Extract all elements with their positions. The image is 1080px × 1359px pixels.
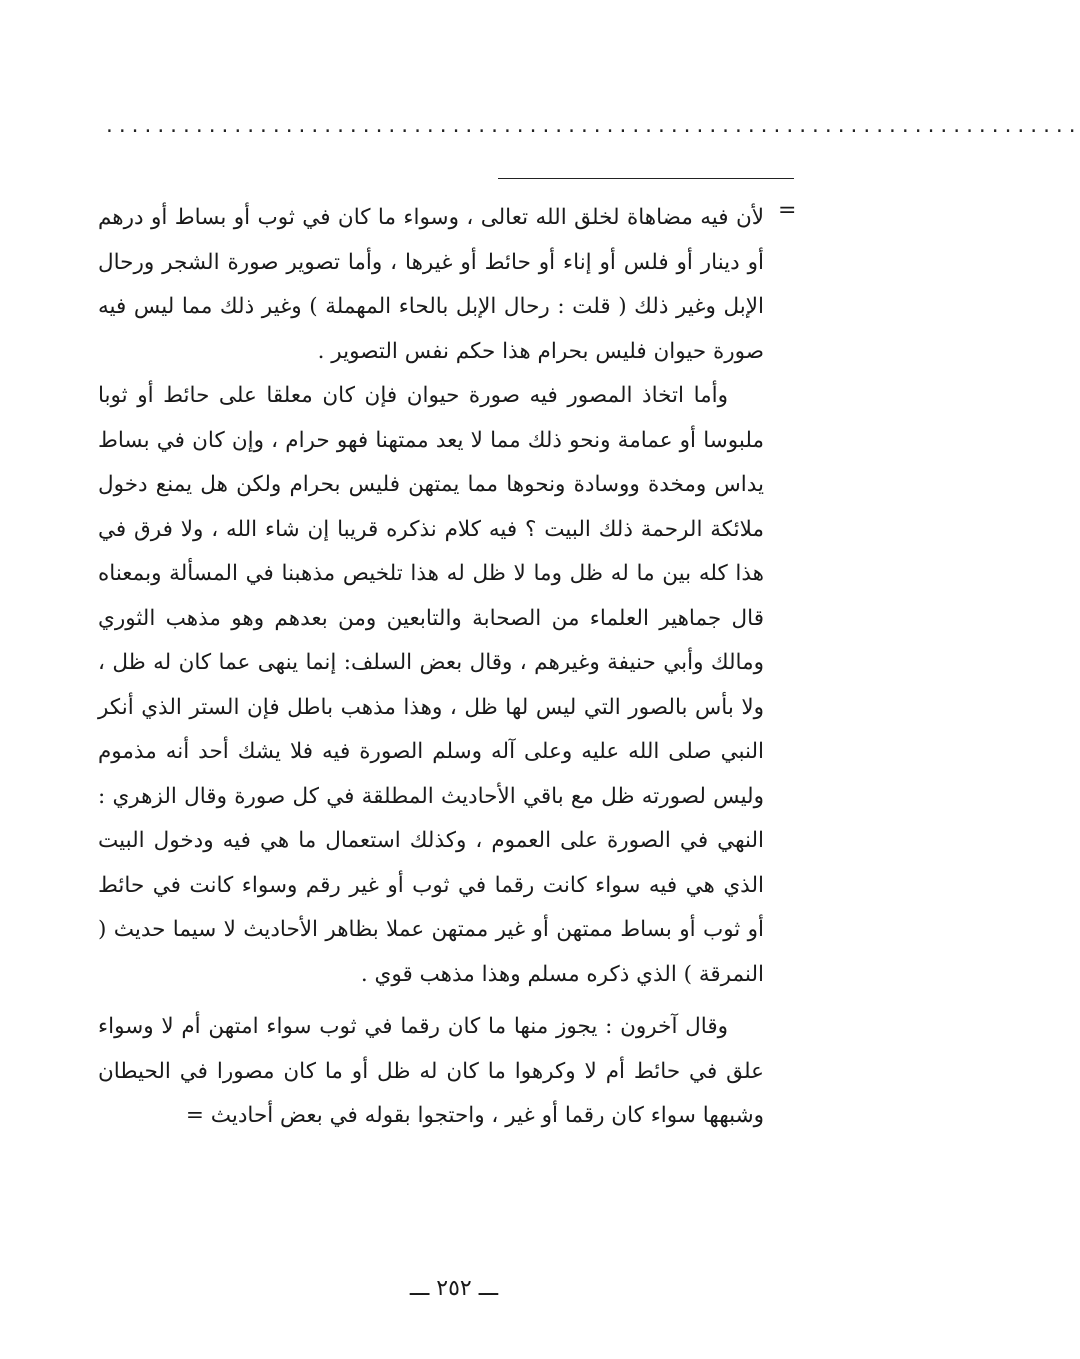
footnote-body [98, 196, 764, 1139]
paragraph-3: وقال آخرون : يجوز منها ما كان رقما في ثوب سواء امتهن أم لا وسواء علق في حائط أم لا وكرهوا ما كان له ظل أو ما كان مصورا في الحيطان وشبهها سواء كان رقما أو غير ، واحتجوا بقوله في بعض أحاديث = [98, 1014, 764, 1128]
paragraph-2: وأما اتخاذ المصور فيه صورة حيوان فإن كان معلقا على حائط أو ثوبا ملبوسا أو عمامة ونحو ذلك مما لا يعد ممتهنا فهو حرام ، وإن كان في بساط يداس ومخدة ووسادة ونحوها مما يمتهن فليس بحرام ولكن هل يمنع دخول ملائكة الرحمة ذلك البيت ؟ فيه كلام نذكره قريبا إن شاء الله ، ولا فرق في هذا كله بين ما له ظل وما لا ظل له هذا تلخيص مذهبنا في المسألة وبمعناه قال جماهير العلماء من الصحابة والتابعين ومن بعدهم وهو مذهب الثوري ومالك وأبي حنيفة وغيرهم ، وقال بعض السلف: إنما ينهى عما كان له ظل ، ولا بأس بالصور التي ليس لها ظل ، وهذا مذهب باطل فإن الستر الذي أنكر النبي صلى الله عليه وعلى آله وسلم الصورة فيه فلا يشك أحد أنه مذموم وليس لصورته ظل مع باقي الأحاديث المطلقة في كل صورة وقال الزهري : النهي في الصورة على العموم ، وكذلك استعمال ما هي فيه ودخول البيت الذي هي فيه سواء كانت رقما في ثوب أو غير رقم وسواء كانت في حائط أو ثوب أو بساط ممتهن أو غير ممتهن عملا بظاهر الأحاديث لا سيما حديث ( النمرقة ) الذي ذكره مسلم وهذا مذهب قوي . [98, 383, 764, 987]
continuation-mark: = [778, 198, 797, 223]
footnote-rule [498, 178, 794, 179]
paragraph-1: لأن فيه مضاهاة لخلق الله تعالى ، وسواء ما كان في ثوب أو بساط أو درهم أو دينار أو فلس أو إناء أو حائط أو غيرها ، وأما تصوير صورة الشجر ورحال الإبل وغير ذلك ( قلت : رحال الإبل بالحاء المهملة ) وغير ذلك مما ليس فيه صورة حيوان فليس بحرام هذا حكم نفس التصوير . [98, 205, 764, 364]
separator-dotted-line: ............................................................................ [104, 116, 1080, 137]
page-number: ـــ ٢٥٢ ـــ [409, 1276, 499, 1301]
